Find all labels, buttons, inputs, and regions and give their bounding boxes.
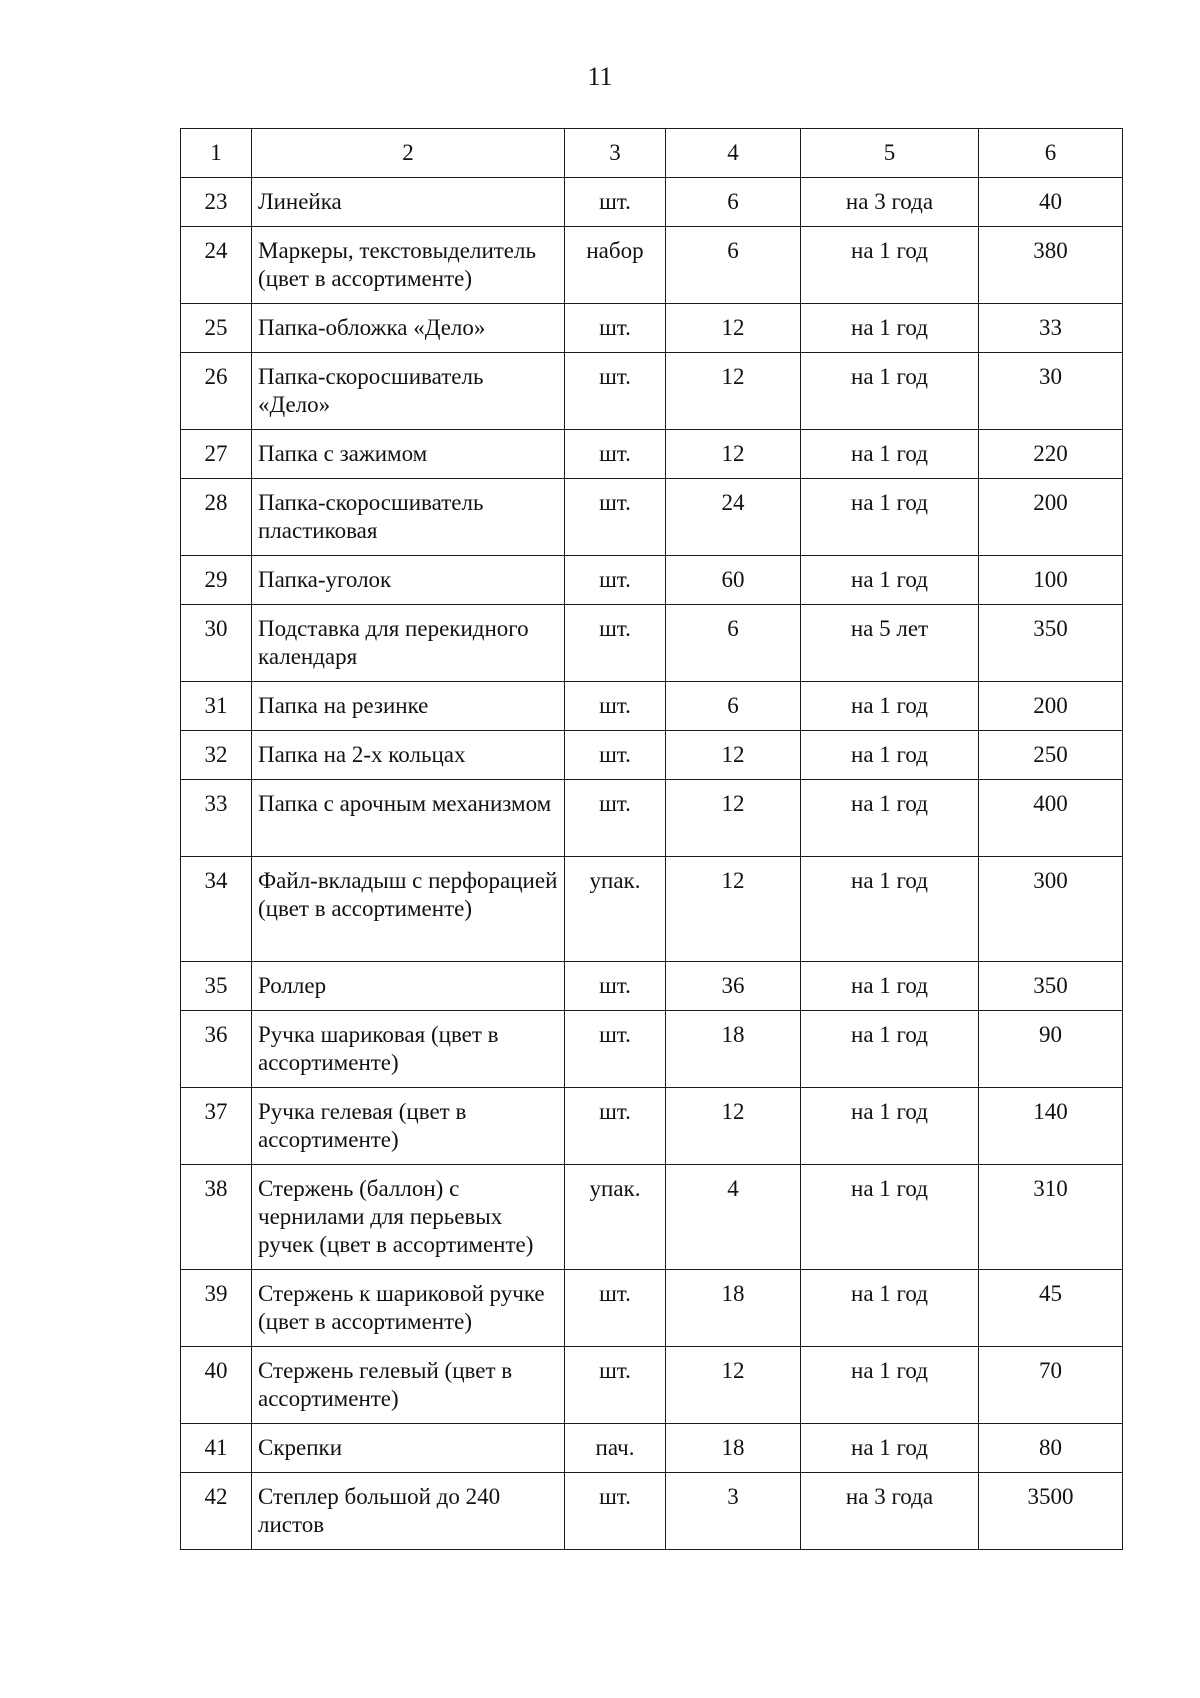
row-number-cell: 25 (181, 304, 252, 353)
period-cell: на 3 года (801, 1473, 979, 1550)
item-name-cell: Ручка гелевая (цвет в ассортименте) (252, 1088, 565, 1165)
price-cell: 300 (979, 857, 1123, 962)
quantity-cell: 12 (666, 731, 801, 780)
price-cell: 100 (979, 556, 1123, 605)
row-number-cell: 29 (181, 556, 252, 605)
table-row (181, 178, 1123, 227)
quantity-cell: 6 (666, 178, 801, 227)
unit-cell: шт. (565, 1011, 666, 1088)
item-name-cell: Линейка (252, 178, 565, 227)
item-name-cell: Файл-вкладыш с перфорацией (цвет в ассортименте) (252, 857, 565, 962)
table-row (181, 1270, 1123, 1347)
price-cell: 90 (979, 1011, 1123, 1088)
row-number-cell: 35 (181, 962, 252, 1011)
column-header: 1 (181, 129, 252, 178)
price-cell: 250 (979, 731, 1123, 780)
period-cell: на 1 год (801, 780, 979, 857)
item-name-cell: Папка-уголок (252, 556, 565, 605)
period-cell: на 1 год (801, 857, 979, 962)
period-cell: на 1 год (801, 962, 979, 1011)
row-number-cell: 36 (181, 1011, 252, 1088)
unit-cell: шт. (565, 304, 666, 353)
quantity-cell: 24 (666, 479, 801, 556)
unit-cell: шт. (565, 430, 666, 479)
unit-cell: шт. (565, 353, 666, 430)
period-cell: на 1 год (801, 479, 979, 556)
price-cell: 140 (979, 1088, 1123, 1165)
quantity-cell: 6 (666, 682, 801, 731)
price-cell: 350 (979, 962, 1123, 1011)
price-cell: 380 (979, 227, 1123, 304)
item-name-cell: Стержень к шариковой ручке (цвет в ассортименте) (252, 1270, 565, 1347)
row-number-cell: 24 (181, 227, 252, 304)
row-number-cell: 32 (181, 731, 252, 780)
column-header: 3 (565, 129, 666, 178)
price-cell: 30 (979, 353, 1123, 430)
table-row (181, 1424, 1123, 1473)
item-name-cell: Папка на резинке (252, 682, 565, 731)
row-number-cell: 41 (181, 1424, 252, 1473)
unit-cell: шт. (565, 605, 666, 682)
price-cell: 80 (979, 1424, 1123, 1473)
unit-cell: шт. (565, 682, 666, 731)
row-number-cell: 28 (181, 479, 252, 556)
row-number-cell: 33 (181, 780, 252, 857)
row-number-cell: 39 (181, 1270, 252, 1347)
unit-cell: шт. (565, 178, 666, 227)
column-header: 2 (252, 129, 565, 178)
quantity-cell: 12 (666, 780, 801, 857)
item-name-cell: Стержень (баллон) с чернилами для перьевых ручек (цвет в ассортименте) (252, 1165, 565, 1270)
quantity-cell: 60 (666, 556, 801, 605)
unit-cell: шт. (565, 1088, 666, 1165)
item-name-cell: Стержень гелевый (цвет в ассортименте) (252, 1347, 565, 1424)
period-cell: на 1 год (801, 731, 979, 780)
price-cell: 310 (979, 1165, 1123, 1270)
price-cell: 220 (979, 430, 1123, 479)
row-number-cell: 34 (181, 857, 252, 962)
quantity-cell: 6 (666, 227, 801, 304)
table-row (181, 682, 1123, 731)
unit-cell: шт. (565, 780, 666, 857)
quantity-cell: 3 (666, 1473, 801, 1550)
quantity-cell: 18 (666, 1270, 801, 1347)
price-cell: 45 (979, 1270, 1123, 1347)
unit-cell: шт. (565, 1473, 666, 1550)
table-row (181, 556, 1123, 605)
item-name-cell: Папка на 2-х кольцах (252, 731, 565, 780)
row-number-cell: 42 (181, 1473, 252, 1550)
quantity-cell: 12 (666, 353, 801, 430)
table-row (181, 1473, 1123, 1550)
page-number: 11 (587, 62, 613, 91)
period-cell: на 1 год (801, 353, 979, 430)
item-name-cell: Папка с арочным механизмом (252, 780, 565, 857)
price-cell: 400 (979, 780, 1123, 857)
unit-cell: упак. (565, 1165, 666, 1270)
table-body (181, 178, 1123, 1550)
item-name-cell: Степлер большой до 240 листов (252, 1473, 565, 1550)
period-cell: на 1 год (801, 556, 979, 605)
table-row (181, 962, 1123, 1011)
period-cell: на 1 год (801, 1088, 979, 1165)
row-number-cell: 23 (181, 178, 252, 227)
unit-cell: набор (565, 227, 666, 304)
row-number-cell: 27 (181, 430, 252, 479)
row-number-cell: 26 (181, 353, 252, 430)
period-cell: на 1 год (801, 227, 979, 304)
quantity-cell: 12 (666, 1347, 801, 1424)
table-row (181, 780, 1123, 857)
table-row (181, 605, 1123, 682)
table-row (181, 353, 1123, 430)
table-row (181, 227, 1123, 304)
column-header: 4 (666, 129, 801, 178)
row-number-cell: 40 (181, 1347, 252, 1424)
quantity-cell: 12 (666, 430, 801, 479)
period-cell: на 1 год (801, 1011, 979, 1088)
item-name-cell: Роллер (252, 962, 565, 1011)
row-number-cell: 38 (181, 1165, 252, 1270)
item-name-cell: Ручка шариковая (цвет в ассортименте) (252, 1011, 565, 1088)
item-name-cell: Папка с зажимом (252, 430, 565, 479)
period-cell: на 1 год (801, 430, 979, 479)
row-number-cell: 37 (181, 1088, 252, 1165)
quantity-cell: 4 (666, 1165, 801, 1270)
quantity-cell: 12 (666, 304, 801, 353)
quantity-cell: 12 (666, 857, 801, 962)
price-cell: 3500 (979, 1473, 1123, 1550)
price-cell: 200 (979, 682, 1123, 731)
table-row (181, 1165, 1123, 1270)
period-cell: на 3 года (801, 178, 979, 227)
price-cell: 33 (979, 304, 1123, 353)
quantity-cell: 6 (666, 605, 801, 682)
period-cell: на 1 год (801, 682, 979, 731)
unit-cell: шт. (565, 962, 666, 1011)
row-number-cell: 31 (181, 682, 252, 731)
item-name-cell: Папка-скоросшиватель пластиковая (252, 479, 565, 556)
price-cell: 40 (979, 178, 1123, 227)
period-cell: на 1 год (801, 1165, 979, 1270)
row-number-cell: 30 (181, 605, 252, 682)
unit-cell: шт. (565, 479, 666, 556)
table-header (181, 129, 1123, 178)
supply-table (180, 128, 1123, 1550)
column-header: 6 (979, 129, 1123, 178)
quantity-cell: 18 (666, 1011, 801, 1088)
item-name-cell: Скрепки (252, 1424, 565, 1473)
table-row (181, 1347, 1123, 1424)
unit-cell: шт. (565, 1270, 666, 1347)
price-cell: 70 (979, 1347, 1123, 1424)
period-cell: на 5 лет (801, 605, 979, 682)
table-row (181, 430, 1123, 479)
period-cell: на 1 год (801, 1270, 979, 1347)
item-name-cell: Папка-скоросшиватель «Дело» (252, 353, 565, 430)
item-name-cell: Папка-обложка «Дело» (252, 304, 565, 353)
table-row (181, 731, 1123, 780)
period-cell: на 1 год (801, 304, 979, 353)
unit-cell: упак. (565, 857, 666, 962)
quantity-cell: 18 (666, 1424, 801, 1473)
item-name-cell: Маркеры, текстовыделитель (цвет в ассортименте) (252, 227, 565, 304)
table-row (181, 479, 1123, 556)
table-row (181, 1088, 1123, 1165)
period-cell: на 1 год (801, 1424, 979, 1473)
column-header: 5 (801, 129, 979, 178)
unit-cell: шт. (565, 556, 666, 605)
table-row (181, 1011, 1123, 1088)
price-cell: 350 (979, 605, 1123, 682)
table-row (181, 304, 1123, 353)
unit-cell: шт. (565, 1347, 666, 1424)
item-name-cell: Подставка для перекидного календаря (252, 605, 565, 682)
column-number-row (181, 129, 1123, 178)
period-cell: на 1 год (801, 1347, 979, 1424)
quantity-cell: 12 (666, 1088, 801, 1165)
unit-cell: шт. (565, 731, 666, 780)
unit-cell: пач. (565, 1424, 666, 1473)
table-row (181, 857, 1123, 962)
price-cell: 200 (979, 479, 1123, 556)
quantity-cell: 36 (666, 962, 801, 1011)
